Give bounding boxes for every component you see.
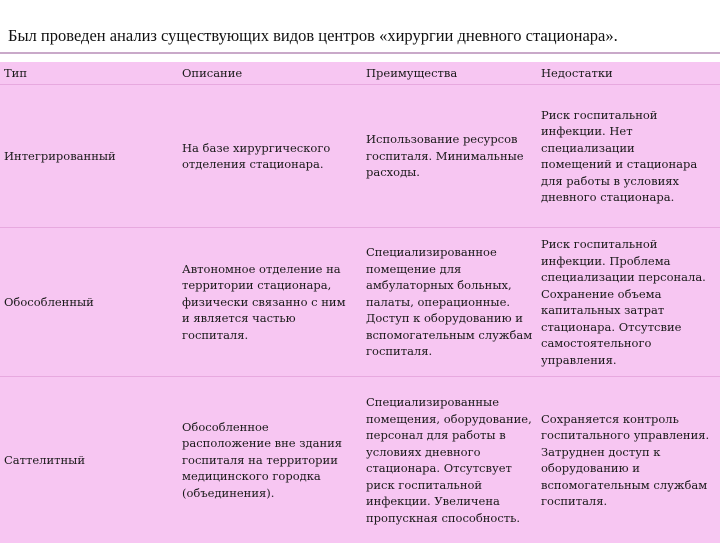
cell-advantages: Специализированные помещения, оборудование, персонал для работы в условиях дневного стационара. Отсутсвует риск госпитальной инфекции. Увеличена пропускная способность. [362,377,537,543]
slide-title: Был проведен анализ существующих видов центров «хирургии дневного стационара». [8,26,618,46]
cell-disadvantages: Сохраняется контроль госпитального управления. Затруднен доступ к оборудованию и вспомогательным службам госпиталя. [537,377,720,543]
cell-type: Саттелитный [0,377,178,543]
cell-advantages: Использование ресурсов госпиталя. Минимальные расходы. [362,85,537,228]
cell-type: Обособленный [0,228,178,377]
cell-disadvantages: Риск госпитальной инфекции. Нет специализации помещений и стационара для работы в условиях дневного стационара. [537,85,720,228]
cell-description: Обособленное расположение вне здания госпиталя на территории медицинского городка (объединения). [178,377,362,543]
cell-description: Автономное отделение на территории стационара, физически связанно с ним и является частью госпиталя. [178,228,362,377]
cell-type: Интегрированный [0,85,178,228]
comparison-table [0,62,720,543]
header-disadvantages: Недостатки [537,62,720,85]
cell-description: На базе хирургического отделения стационара. [178,85,362,228]
table-header-row [0,62,720,85]
table-row [0,377,720,543]
header-description: Описание [178,62,362,85]
slide-header [0,0,720,64]
table-row [0,85,720,228]
header-type: Тип [0,62,178,85]
table-row [0,228,720,377]
cell-advantages: Специализированное помещение для амбулаторных больных, палаты, операционные. Доступ к оборудованию и вспомогательным службам госпиталя. [362,228,537,377]
title-divider [0,52,720,54]
header-advantages: Преимущества [362,62,537,85]
cell-disadvantages: Риск госпитальной инфекции. Проблема специализации персонала. Сохранение объема капитальных затрат стационара. Отсутсвие самостоятельного управления. [537,228,720,377]
